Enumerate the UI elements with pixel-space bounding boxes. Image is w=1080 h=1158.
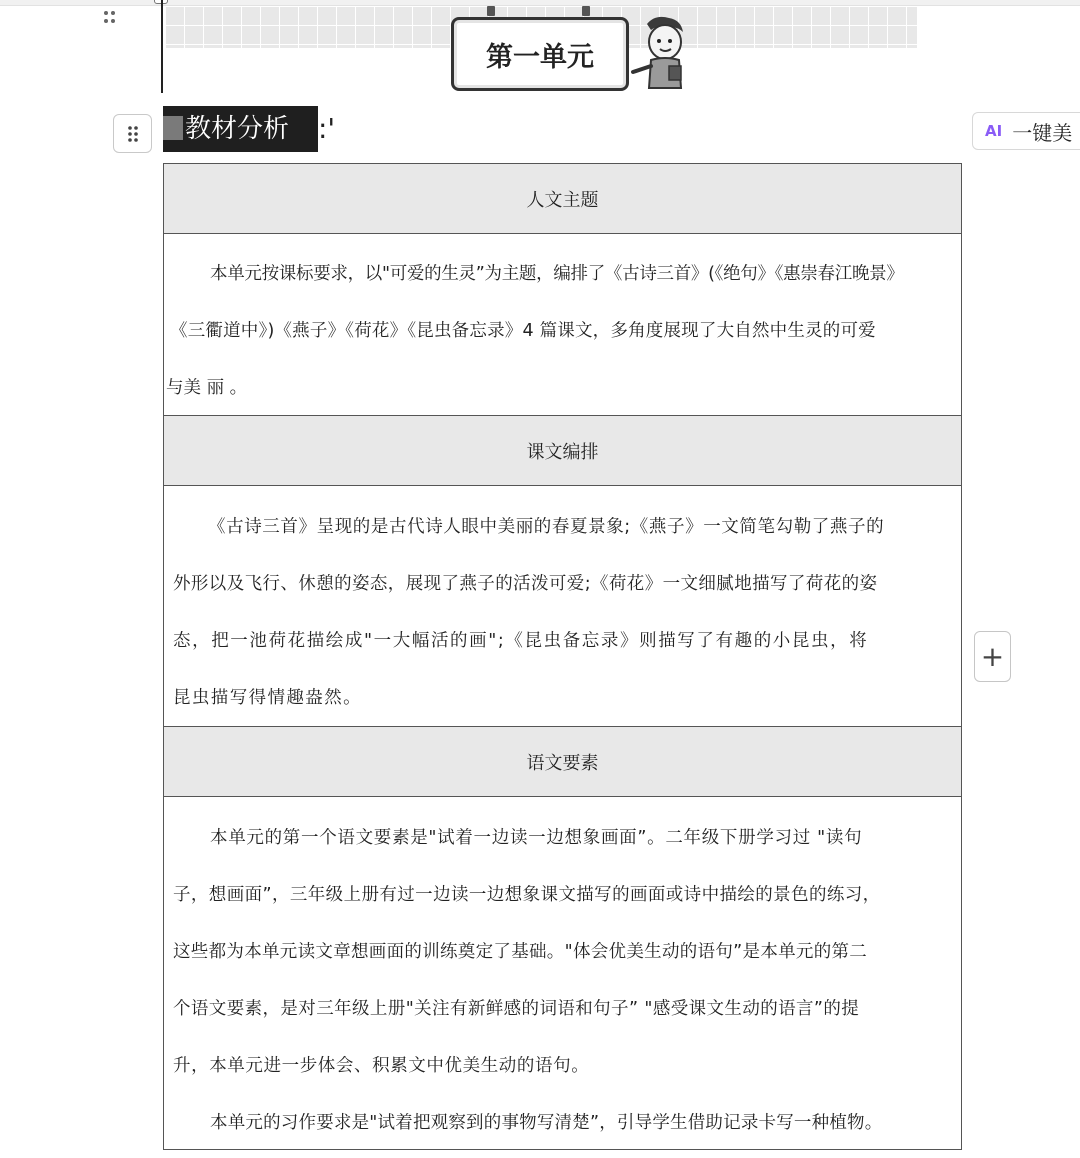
- drag-handle-icon[interactable]: [102, 10, 118, 26]
- ai-beautify-label: 一键美: [1012, 120, 1073, 145]
- table-header-row: [164, 727, 961, 797]
- table-header-row: [164, 164, 961, 234]
- analysis-table: [163, 163, 962, 1150]
- heading-trailing-text: :': [318, 112, 336, 145]
- table-heading: 课文编排: [526, 441, 599, 463]
- paragraph-line: 外形以及飞行、休憩的姿态，展现了燕子的活泼可爱;《荷花》一文细腻地描写了荷花的姿: [173, 574, 878, 594]
- paragraph-line: 本单元按课标要求，以"可爱的生灵”为主题，编排了《古诗三首》(《绝句》《惠崇春江晚景》: [210, 264, 904, 284]
- paragraph-line: 昆虫描写得情趣盎然。: [173, 688, 362, 708]
- table-header-row: [164, 416, 961, 486]
- plus-icon: +: [980, 640, 1005, 673]
- table-heading: 人文主题: [526, 189, 599, 211]
- section-heading-text: 教材分析: [185, 114, 290, 144]
- ai-beautify-button[interactable]: [972, 112, 1080, 150]
- paragraph-line: 升，本单元进一步体会、积累文中优美生动的语句。: [173, 1056, 590, 1076]
- unit-title: 第一单元: [486, 41, 594, 73]
- paragraph-line: 《三衢道中》)《燕子》《荷花》《昆虫备忘录》4 篇课文，多角度展现了大自然中生灵的可爱: [170, 321, 876, 341]
- paragraph-line: 态，把一池荷花描绘成"一大幅活的画";《昆虫备忘录》则描写了有趣的小昆虫，将: [173, 631, 869, 651]
- table-row: [164, 797, 961, 1149]
- section-heading[interactable]: [163, 106, 318, 152]
- ai-icon: AI: [985, 122, 1003, 140]
- add-block-button[interactable]: [974, 631, 1011, 682]
- paragraph-line: 子，想画面”，三年级上册有过一边读一边想象课文描写的画面或诗中描绘的景色的练习，: [173, 885, 881, 905]
- pin-icon: [487, 6, 495, 16]
- block-drag-handle-icon[interactable]: [113, 114, 152, 153]
- table-row: [164, 234, 961, 416]
- paragraph-line: 这些都为本单元读文章想画面的训练奠定了基础。"体会优美生动的语句”是本单元的第二: [173, 942, 868, 962]
- table-heading: 语文要素: [526, 752, 599, 774]
- paragraph-line: 与美 丽 。: [166, 378, 248, 398]
- unit-title-box: [451, 17, 629, 91]
- paragraph-line: 本单元的习作要求是"试着把观察到的事物写清楚”，引导学生借助记录卡写一种植物。: [210, 1113, 883, 1133]
- paragraph-line: 个语文要素，是对三年级上册"关注有新鲜感的词语和句子” "感受课文生动的语言”的提: [173, 999, 860, 1019]
- pin-icon: [582, 6, 590, 16]
- text-cursor: [161, 0, 163, 93]
- cartoon-boy-mascot-icon: [625, 14, 693, 94]
- table-row: [164, 486, 961, 727]
- heading-marker: [163, 116, 183, 140]
- paragraph-line: 本单元的第一个语文要素是"试着一边读一边想象画面”。二年级下册学习过 "读句: [210, 828, 863, 848]
- paragraph-line: 《古诗三首》呈现的是古代诗人眼中美丽的春夏景象;《燕子》一文简笔勾勒了燕子的: [208, 517, 885, 537]
